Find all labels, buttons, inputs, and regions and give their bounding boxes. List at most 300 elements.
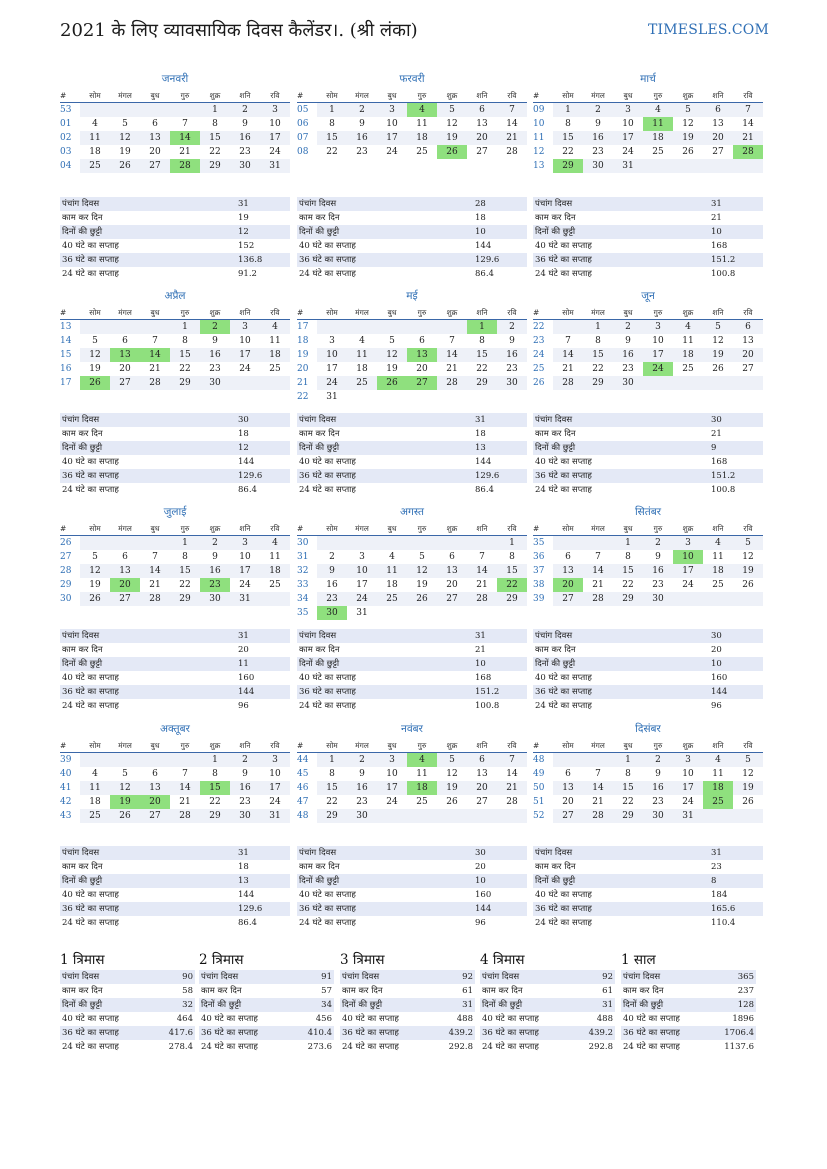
day-cell[interactable]: 4 [673,320,703,335]
day-cell[interactable]: 1 [170,536,200,551]
day-cell[interactable]: 5 [437,753,467,768]
day-cell[interactable]: 10 [347,564,377,578]
day-cell[interactable]: 25 [416,147,428,157]
day-cell[interactable]: 13 [437,564,467,578]
day-cell[interactable]: 11 [80,781,110,795]
day-cell[interactable]: 2 [329,552,335,562]
day-cell[interactable]: 4 [703,536,733,551]
day-cell[interactable]: 10 [239,336,251,346]
day-cell[interactable]: 22 [592,364,604,374]
day-cell[interactable]: 25 [347,376,377,390]
day-cell[interactable]: 16 [643,564,673,578]
day-cell[interactable]: 20 [446,580,458,590]
day-cell[interactable]: 2 [230,103,260,118]
day-cell[interactable]: 19 [416,580,428,590]
day-cell[interactable]: 24 [239,364,251,374]
day-cell[interactable]: 7 [595,769,601,779]
day-cell[interactable]: 12 [682,119,694,129]
day-cell[interactable]: 23 [652,797,664,807]
day-cell[interactable]: 6 [467,753,497,768]
day-cell[interactable]: 23 [506,364,518,374]
day-cell[interactable]: 30 [643,592,673,606]
day-cell[interactable]: 5 [92,336,98,346]
day-cell[interactable]: 30 [643,809,673,823]
day-cell[interactable]: 22 [562,147,574,157]
day-cell[interactable]: 27 [553,592,583,606]
day-cell[interactable]: 23 [317,592,347,606]
day-cell[interactable]: 21 [592,580,604,590]
day-cell[interactable]: 12 [80,348,110,362]
day-cell[interactable]: 13 [712,119,724,129]
day-cell[interactable]: 5 [389,336,395,346]
day-cell[interactable]: 3 [377,103,407,118]
day-cell[interactable]: 16 [347,781,377,795]
day-cell[interactable]: 17 [673,564,703,578]
day-cell[interactable]: 26 [437,145,467,159]
day-cell[interactable]: 7 [733,103,763,118]
day-cell[interactable]: 9 [242,769,248,779]
day-cell[interactable]: 15 [497,564,527,578]
day-cell[interactable]: 11 [712,552,724,562]
day-cell[interactable]: 15 [317,781,347,795]
day-cell[interactable]: 18 [703,564,733,578]
day-cell[interactable]: 8 [479,336,485,346]
day-cell[interactable]: 14 [583,781,613,795]
day-cell[interactable]: 7 [182,769,188,779]
day-cell[interactable]: 18 [407,781,437,795]
day-cell[interactable]: 22 [476,364,488,374]
day-cell[interactable]: 27 [140,159,170,173]
day-cell[interactable]: 25 [703,795,733,809]
day-cell[interactable]: 4 [643,103,673,118]
day-cell[interactable]: 8 [182,552,188,562]
day-cell[interactable]: 27 [742,364,754,374]
day-cell[interactable]: 3 [673,536,703,551]
day-cell[interactable]: 25 [682,364,694,374]
day-cell[interactable]: 15 [613,564,643,578]
day-cell[interactable]: 24 [386,147,398,157]
day-cell[interactable]: 28 [583,809,613,823]
day-cell[interactable]: 24 [682,797,694,807]
day-cell[interactable]: 5 [673,103,703,118]
day-cell[interactable]: 10 [386,769,398,779]
day-cell[interactable]: 30 [230,159,260,173]
day-cell[interactable]: 31 [673,809,703,823]
day-cell[interactable]: 26 [80,376,110,390]
day-cell[interactable]: 15 [467,348,497,362]
day-cell[interactable]: 8 [182,336,188,346]
day-cell[interactable]: 11 [80,131,110,145]
day-cell[interactable]: 14 [170,781,200,795]
day-cell[interactable]: 11 [643,117,673,131]
day-cell[interactable]: 6 [565,552,571,562]
day-cell[interactable]: 27 [110,376,140,390]
day-cell[interactable]: 3 [230,320,260,335]
day-cell[interactable]: 15 [553,131,583,145]
day-cell[interactable]: 14 [506,769,518,779]
day-cell[interactable]: 24 [386,797,398,807]
day-cell[interactable]: 25 [80,809,110,823]
day-cell[interactable]: 6 [152,769,158,779]
day-cell[interactable]: 5 [733,536,763,551]
day-cell[interactable]: 10 [673,550,703,564]
day-cell[interactable]: 10 [652,336,664,346]
day-cell[interactable]: 2 [347,753,377,768]
day-cell[interactable]: 20 [149,147,161,157]
day-cell[interactable]: 9 [509,336,515,346]
day-cell[interactable]: 16 [200,564,230,578]
day-cell[interactable]: 12 [446,769,458,779]
day-cell[interactable]: 17 [643,348,673,362]
day-cell[interactable]: 1 [613,536,643,551]
day-cell[interactable]: 6 [122,336,128,346]
day-cell[interactable]: 29 [613,809,643,823]
day-cell[interactable]: 30 [347,809,377,823]
day-cell[interactable]: 8 [329,119,335,129]
day-cell[interactable]: 12 [377,348,407,362]
day-cell[interactable]: 17 [613,131,643,145]
day-cell[interactable]: 26 [712,364,724,374]
day-cell[interactable]: 19 [733,564,763,578]
day-cell[interactable]: 26 [110,809,140,823]
day-cell[interactable]: 29 [317,809,347,823]
day-cell[interactable]: 31 [230,592,260,606]
day-cell[interactable]: 6 [733,320,763,335]
day-cell[interactable]: 24 [239,580,251,590]
day-cell[interactable]: 11 [416,769,428,779]
day-cell[interactable]: 24 [269,147,281,157]
day-cell[interactable]: 28 [733,145,763,159]
day-cell[interactable]: 29 [613,592,643,606]
day-cell[interactable]: 30 [200,592,230,606]
day-cell[interactable]: 9 [625,336,631,346]
day-cell[interactable]: 26 [377,376,407,390]
day-cell[interactable]: 14 [437,348,467,362]
day-cell[interactable]: 23 [239,797,251,807]
day-cell[interactable]: 13 [476,119,488,129]
day-cell[interactable]: 28 [506,797,518,807]
day-cell[interactable]: 23 [209,364,221,374]
day-cell[interactable]: 25 [269,364,281,374]
day-cell[interactable]: 9 [242,119,248,129]
day-cell[interactable]: 1 [553,103,583,118]
day-cell[interactable]: 23 [592,147,604,157]
day-cell[interactable]: 15 [613,781,643,795]
day-cell[interactable]: 8 [625,552,631,562]
day-cell[interactable]: 30 [613,376,643,390]
day-cell[interactable]: 4 [260,320,290,335]
day-cell[interactable]: 26 [682,147,694,157]
day-cell[interactable]: 21 [149,580,161,590]
day-cell[interactable]: 1 [613,753,643,768]
day-cell[interactable]: 27 [140,809,170,823]
day-cell[interactable]: 8 [565,119,571,129]
day-cell[interactable]: 18 [89,797,101,807]
day-cell[interactable]: 3 [643,320,673,335]
day-cell[interactable]: 4 [260,536,290,551]
day-cell[interactable]: 21 [562,364,574,374]
day-cell[interactable]: 17 [260,131,290,145]
day-cell[interactable]: 10 [622,119,634,129]
day-cell[interactable]: 8 [212,119,218,129]
day-cell[interactable]: 28 [467,592,497,606]
day-cell[interactable]: 12 [712,336,724,346]
day-cell[interactable]: 18 [673,348,703,362]
day-cell[interactable]: 7 [152,336,158,346]
day-cell[interactable]: 18 [643,131,673,145]
day-cell[interactable]: 29 [170,592,200,606]
day-cell[interactable]: 19 [703,348,733,362]
day-cell[interactable]: 5 [437,103,467,118]
day-cell[interactable]: 31 [356,608,368,618]
day-cell[interactable]: 6 [703,103,733,118]
day-cell[interactable]: 29 [200,159,230,173]
day-cell[interactable]: 31 [613,159,643,173]
day-cell[interactable]: 28 [583,592,613,606]
day-cell[interactable]: 13 [407,348,437,362]
day-cell[interactable]: 10 [239,552,251,562]
day-cell[interactable]: 2 [583,103,613,118]
day-cell[interactable]: 14 [742,119,754,129]
day-cell[interactable]: 6 [419,336,425,346]
day-cell[interactable]: 2 [643,753,673,768]
day-cell[interactable]: 4 [92,769,98,779]
day-cell[interactable]: 15 [317,131,347,145]
day-cell[interactable]: 19 [386,364,398,374]
day-cell[interactable]: 24 [347,592,377,606]
day-cell[interactable]: 13 [110,348,140,362]
day-cell[interactable]: 29 [553,159,583,173]
day-cell[interactable]: 14 [506,119,518,129]
day-cell[interactable]: 22 [209,797,221,807]
day-cell[interactable]: 21 [592,797,604,807]
day-cell[interactable]: 24 [317,376,347,390]
day-cell[interactable]: 4 [92,119,98,129]
day-cell[interactable]: 7 [449,336,455,346]
day-cell[interactable]: 29 [467,376,497,390]
day-cell[interactable]: 25 [80,159,110,173]
day-cell[interactable]: 8 [329,769,335,779]
day-cell[interactable]: 20 [562,797,574,807]
day-cell[interactable]: 9 [359,769,365,779]
day-cell[interactable]: 21 [497,131,527,145]
day-cell[interactable]: 23 [239,147,251,157]
day-cell[interactable]: 10 [317,348,347,362]
day-cell[interactable]: 25 [712,580,724,590]
day-cell[interactable]: 18 [260,564,290,578]
day-cell[interactable]: 13 [742,336,754,346]
day-cell[interactable]: 2 [347,103,377,118]
day-cell[interactable]: 17 [377,131,407,145]
day-cell[interactable]: 9 [595,119,601,129]
day-cell[interactable]: 28 [140,376,170,390]
day-cell[interactable]: 7 [479,552,485,562]
day-cell[interactable]: 23 [200,578,230,592]
day-cell[interactable]: 10 [269,119,281,129]
day-cell[interactable]: 28 [506,147,518,157]
day-cell[interactable]: 8 [595,336,601,346]
day-cell[interactable]: 17 [326,364,338,374]
day-cell[interactable]: 21 [149,364,161,374]
day-cell[interactable]: 30 [497,376,527,390]
day-cell[interactable]: 14 [583,564,613,578]
day-cell[interactable]: 16 [326,580,338,590]
day-cell[interactable]: 3 [260,103,290,118]
day-cell[interactable]: 23 [356,147,368,157]
day-cell[interactable]: 27 [476,797,488,807]
day-cell[interactable]: 27 [712,147,724,157]
day-cell[interactable]: 4 [407,753,437,768]
day-cell[interactable]: 19 [89,580,101,590]
day-cell[interactable]: 18 [386,580,398,590]
day-cell[interactable]: 28 [437,376,467,390]
site-link[interactable]: TIMESLES.COM [648,22,769,38]
day-cell[interactable]: 22 [179,364,191,374]
day-cell[interactable]: 13 [110,564,140,578]
day-cell[interactable]: 2 [200,536,230,551]
day-cell[interactable]: 30 [200,376,230,390]
day-cell[interactable]: 29 [170,376,200,390]
day-cell[interactable]: 26 [742,580,754,590]
day-cell[interactable]: 23 [356,797,368,807]
day-cell[interactable]: 28 [140,592,170,606]
day-cell[interactable]: 15 [170,348,200,362]
day-cell[interactable]: 26 [80,592,110,606]
day-cell[interactable]: 21 [179,797,191,807]
day-cell[interactable]: 20 [110,578,140,592]
day-cell[interactable]: 10 [269,769,281,779]
day-cell[interactable]: 17 [356,580,368,590]
day-cell[interactable]: 28 [170,809,200,823]
day-cell[interactable]: 11 [682,336,694,346]
day-cell[interactable]: 18 [89,147,101,157]
day-cell[interactable]: 23 [622,364,634,374]
day-cell[interactable]: 27 [407,376,437,390]
day-cell[interactable]: 19 [110,795,140,809]
day-cell[interactable]: 9 [212,336,218,346]
day-cell[interactable]: 7 [497,753,527,768]
day-cell[interactable]: 20 [733,348,763,362]
day-cell[interactable]: 21 [476,580,488,590]
day-cell[interactable]: 1 [170,320,200,335]
day-cell[interactable]: 20 [416,364,428,374]
day-cell[interactable]: 3 [230,536,260,551]
day-cell[interactable]: 21 [179,147,191,157]
day-cell[interactable]: 7 [152,552,158,562]
day-cell[interactable]: 10 [682,769,694,779]
day-cell[interactable]: 16 [497,348,527,362]
day-cell[interactable]: 17 [230,348,260,362]
day-cell[interactable]: 9 [317,564,347,578]
day-cell[interactable]: 5 [122,769,128,779]
day-cell[interactable]: 31 [260,159,290,173]
day-cell[interactable]: 16 [613,348,643,362]
day-cell[interactable]: 15 [200,781,230,795]
day-cell[interactable]: 2 [230,753,260,768]
day-cell[interactable]: 1 [497,536,527,551]
day-cell[interactable]: 16 [347,131,377,145]
day-cell[interactable]: 7 [497,103,527,118]
day-cell[interactable]: 14 [140,564,170,578]
day-cell[interactable]: 24 [682,580,694,590]
day-cell[interactable]: 22 [209,147,221,157]
day-cell[interactable]: 1 [583,320,613,335]
day-cell[interactable]: 12 [110,131,140,145]
day-cell[interactable]: 31 [260,809,290,823]
day-cell[interactable]: 7 [565,336,571,346]
day-cell[interactable]: 12 [742,552,754,562]
day-cell[interactable]: 17 [230,564,260,578]
day-cell[interactable]: 3 [613,103,643,118]
day-cell[interactable]: 25 [377,592,407,606]
day-cell[interactable]: 25 [416,797,428,807]
day-cell[interactable]: 11 [712,769,724,779]
day-cell[interactable]: 31 [326,392,338,402]
day-cell[interactable]: 19 [437,131,467,145]
day-cell[interactable]: 14 [553,348,583,362]
day-cell[interactable]: 27 [110,592,140,606]
day-cell[interactable]: 5 [419,552,425,562]
day-cell[interactable]: 12 [407,564,437,578]
day-cell[interactable]: 9 [655,769,661,779]
day-cell[interactable]: 11 [416,119,428,129]
day-cell[interactable]: 4 [703,753,733,768]
day-cell[interactable]: 16 [200,348,230,362]
day-cell[interactable]: 15 [170,564,200,578]
day-cell[interactable]: 12 [110,781,140,795]
day-cell[interactable]: 25 [652,147,664,157]
day-cell[interactable]: 21 [446,364,458,374]
day-cell[interactable]: 26 [110,159,140,173]
day-cell[interactable]: 26 [742,797,754,807]
day-cell[interactable]: 28 [170,159,200,173]
day-cell[interactable]: 2 [643,536,673,551]
day-cell[interactable]: 7 [595,552,601,562]
day-cell[interactable]: 15 [200,131,230,145]
day-cell[interactable]: 20 [119,364,131,374]
day-cell[interactable]: 6 [152,119,158,129]
day-cell[interactable]: 6 [565,769,571,779]
day-cell[interactable]: 16 [230,781,260,795]
day-cell[interactable]: 5 [122,119,128,129]
day-cell[interactable]: 24 [622,147,634,157]
day-cell[interactable]: 8 [212,769,218,779]
day-cell[interactable]: 1 [200,103,230,118]
day-cell[interactable]: 29 [583,376,613,390]
day-cell[interactable]: 9 [359,119,365,129]
day-cell[interactable]: 29 [497,592,527,606]
day-cell[interactable]: 20 [703,131,733,145]
day-cell[interactable]: 24 [643,362,673,376]
day-cell[interactable]: 3 [359,552,365,562]
day-cell[interactable]: 24 [269,797,281,807]
day-cell[interactable]: 19 [733,781,763,795]
day-cell[interactable]: 6 [122,552,128,562]
day-cell[interactable]: 7 [182,119,188,129]
day-cell[interactable]: 1 [317,103,347,118]
day-cell[interactable]: 13 [553,564,583,578]
day-cell[interactable]: 10 [386,119,398,129]
day-cell[interactable]: 13 [476,769,488,779]
day-cell[interactable]: 17 [377,781,407,795]
day-cell[interactable]: 20 [553,578,583,592]
day-cell[interactable]: 13 [140,131,170,145]
day-cell[interactable]: 3 [329,336,335,346]
day-cell[interactable]: 8 [625,769,631,779]
day-cell[interactable]: 3 [377,753,407,768]
day-cell[interactable]: 18 [407,131,437,145]
day-cell[interactable]: 21 [733,131,763,145]
